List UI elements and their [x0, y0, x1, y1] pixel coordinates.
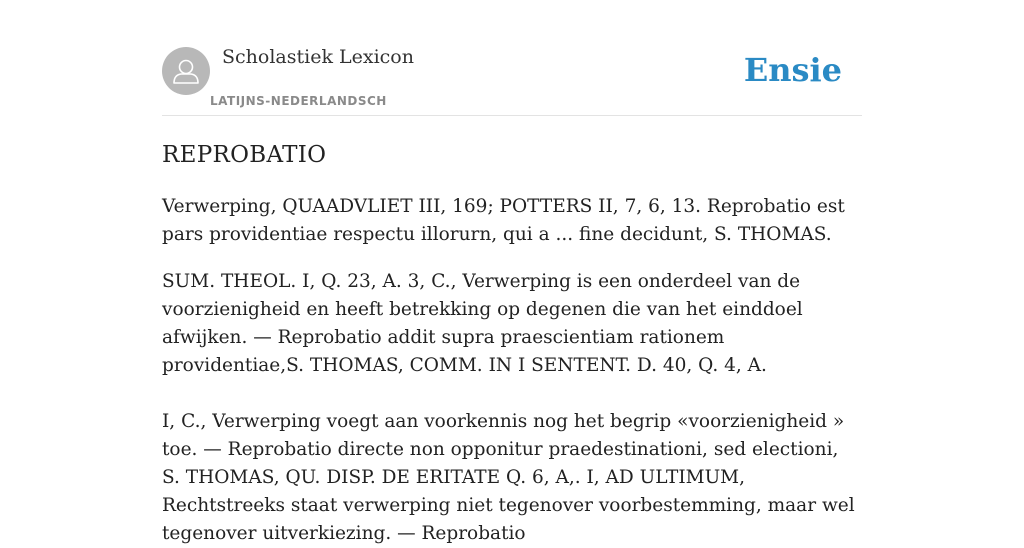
header	[162, 45, 862, 115]
entry-content	[162, 140, 862, 548]
lexicon-subtitle: LATIJNS-NEDERLANDSCH	[210, 94, 387, 108]
entry-paragraph: I, C., Verwerping voegt aan voorkennis nog het begrip «voorzienigheid » toe. — Reprobatio directe non opponitur praedestinationi, sed electioni, S. THOMAS, QU. DISP. DE ERITATE Q. 6, A,. I, AD ULTIMUM, Rechtstreeks staat verwerping niet tegenover voorbestemming, maar wel tegenover uitverkiezing. — Reprobatio	[162, 411, 855, 544]
entry-title: REPROBATIO	[162, 142, 327, 168]
lexicon-title[interactable]: Scholastiek Lexicon	[222, 46, 414, 68]
entry-paragraph: SUM. THEOL. I, Q. 23, A. 3, C., Verwerping is een onderdeel van de voorzienigheid en heeft betrekking op degenen die van het einddoel afwijken. — Reprobatio addit supra praescientiam rationem providentiae,S. THOMAS, COMM. IN I SENTENT. D. 40, Q. 4, A.	[162, 271, 803, 376]
header-divider	[162, 115, 862, 116]
entry-paragraph: Verwerping, QUAADVLIET III, 169; POTTERS II, 7, 6, 13. Reprobatio est pars providentiae respectu illorurn, qui a ... fine decidunt, S. THOMAS.	[162, 196, 845, 245]
avatar[interactable]	[162, 47, 210, 95]
brand-logo[interactable]: Ensie	[743, 51, 842, 89]
user-placeholder-icon	[162, 47, 210, 95]
